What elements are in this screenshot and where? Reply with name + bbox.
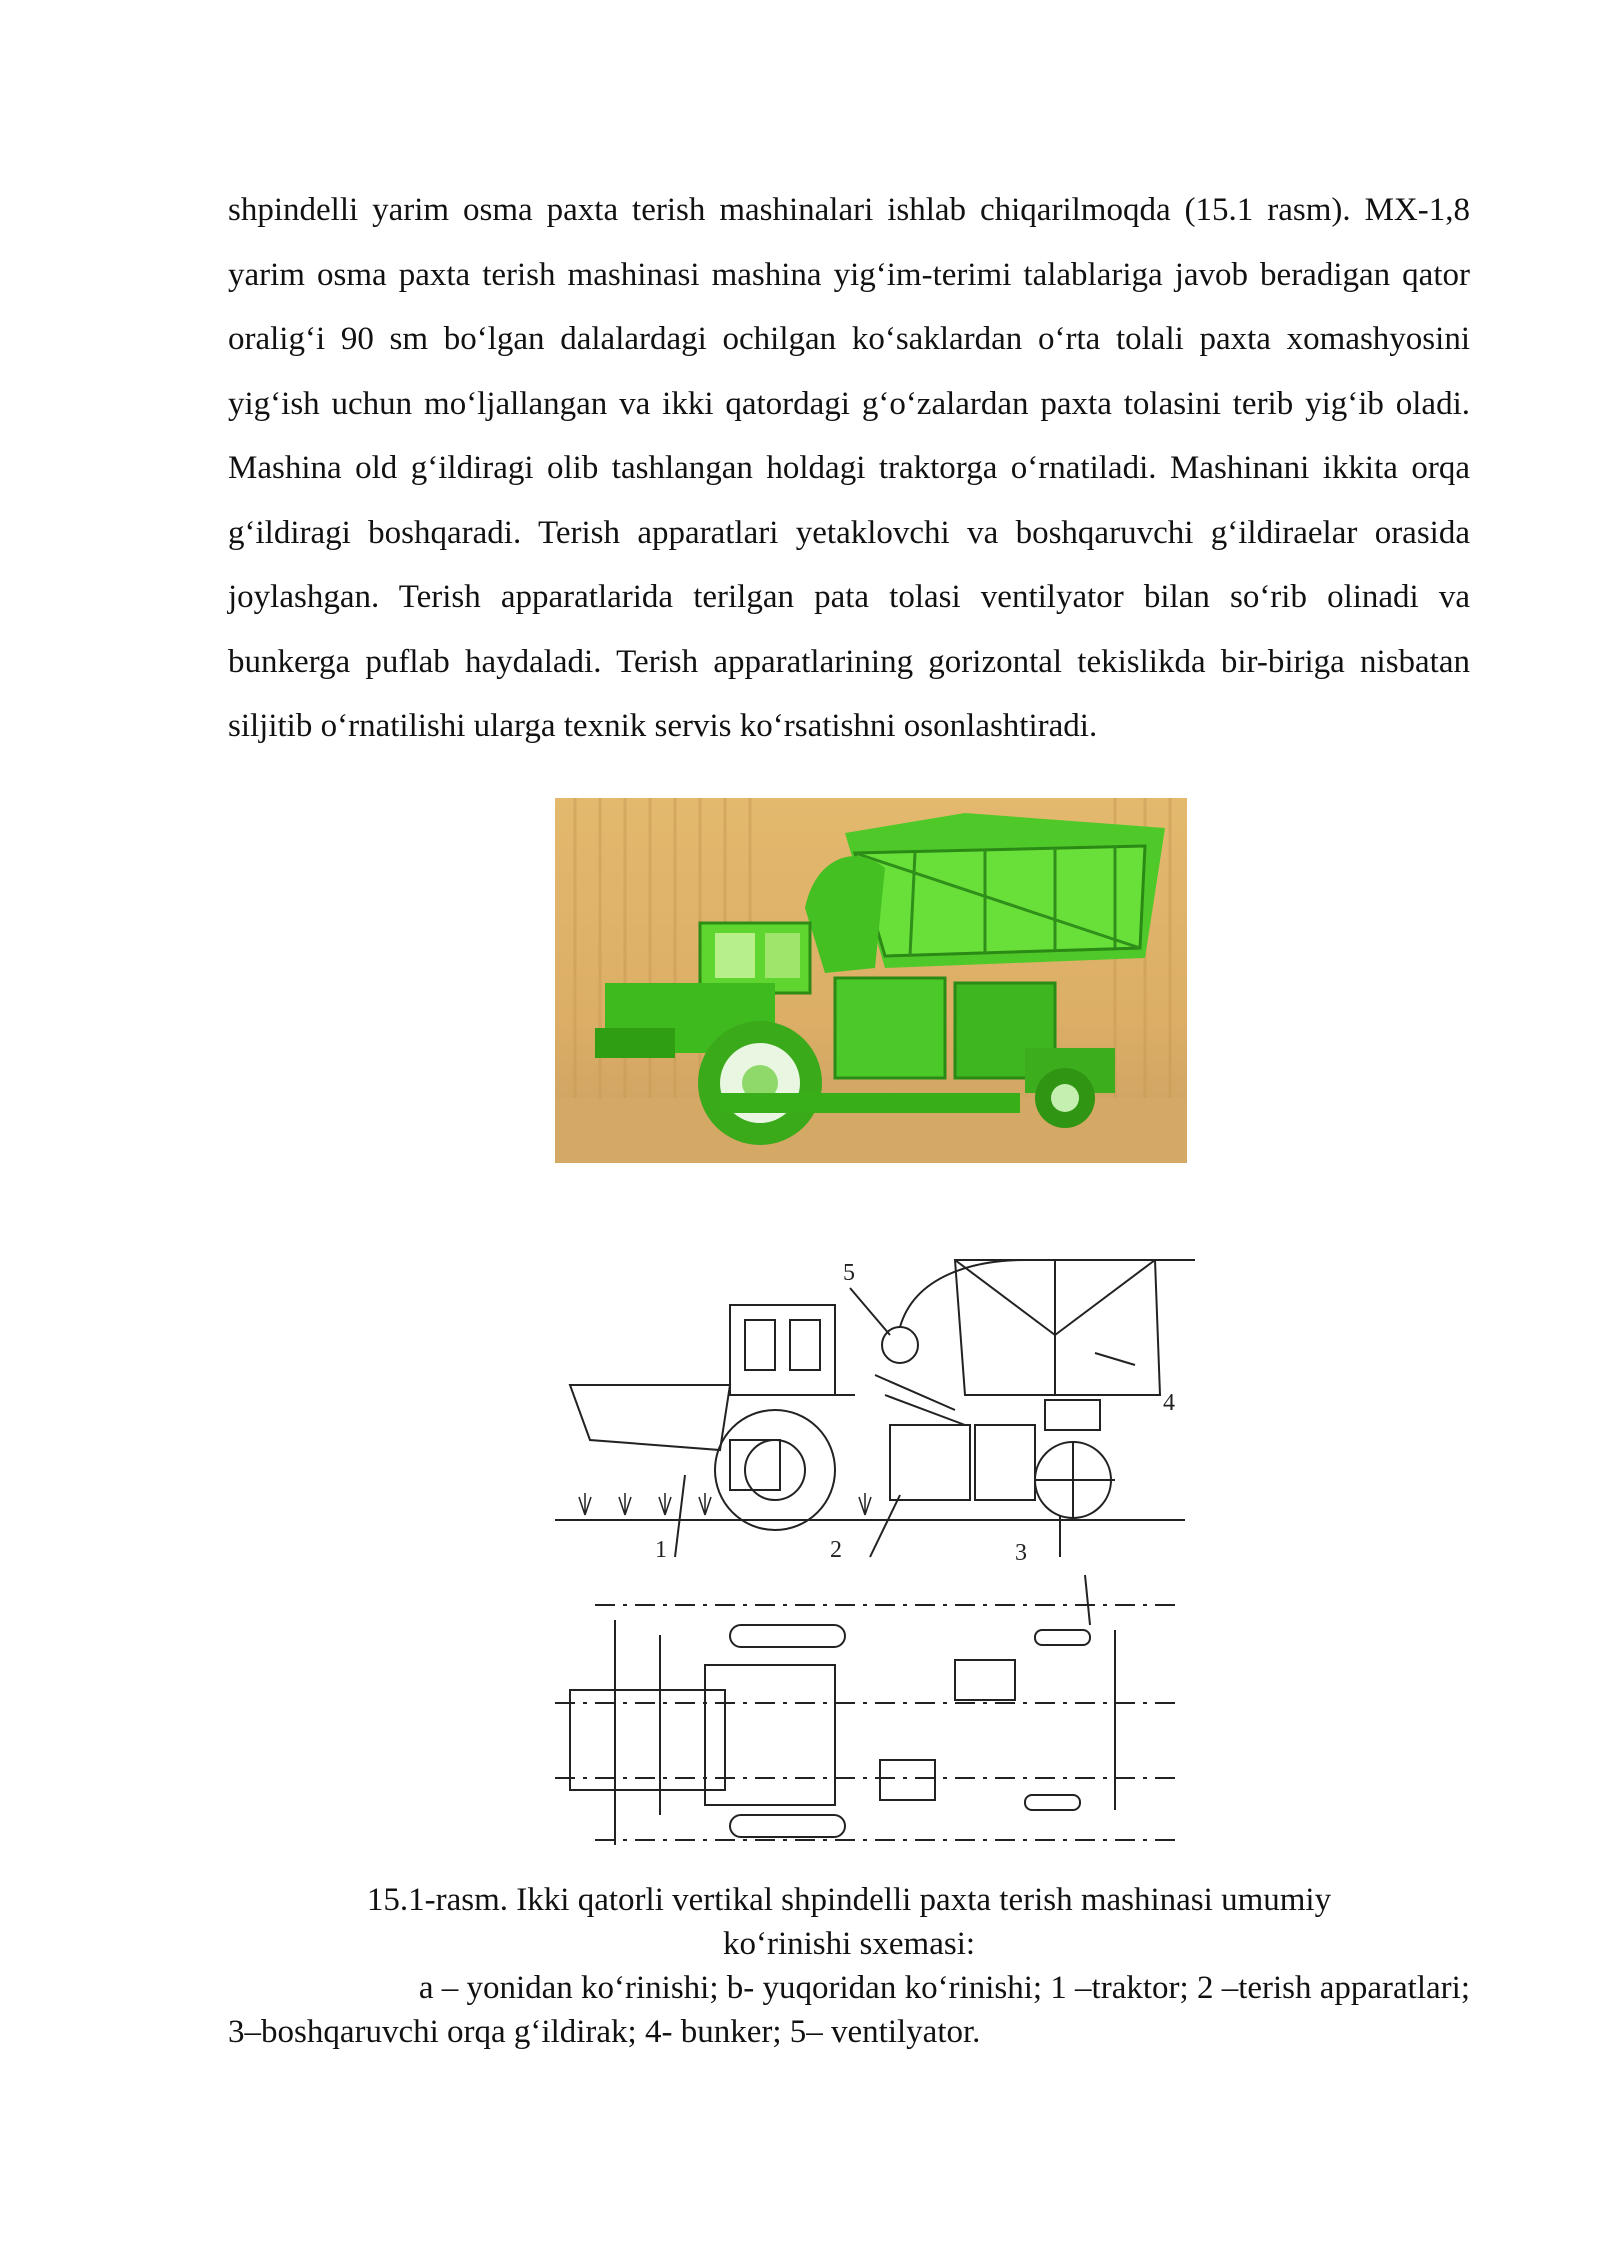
picking-apparatus [890, 1425, 970, 1500]
caption-line-2: ko‘rinishi sxemasi: [722, 1926, 976, 1962]
label-4: 4 [1163, 1390, 1175, 1416]
cotton-picker-photo [555, 798, 1187, 1163]
caption-legend-2: 3–boshqaruvchi orqa g‘ildirak; 4- bunker; 5– ventilyator. [228, 2014, 981, 2050]
tractor-hood [570, 1385, 730, 1450]
label-1: 1 [655, 1537, 667, 1563]
label-5: 5 [843, 1260, 855, 1286]
top-view-tractor [570, 1690, 725, 1790]
label-2: 2 [830, 1537, 842, 1563]
body-paragraph: shpindelli yarim osma paxta terish mashinalari ishlab chiqarilmoqda (15.1 rasm). MX-1,8 yarim osma paxta terish mashinasi mashina yig‘im-terimi talablariga javob beradigan qator oralig‘i 90 sm bo‘lgan dalalardagi ochilgan ko‘saklardan o‘rta tolali paxta xomashyosini yig‘ish uchun mo‘ljallangan va ikki qatordagi g‘o‘zalardan paxta tolasini terib yig‘ib oladi. Mashina old g‘ildiragi olib tashlangan holdagi traktorga o‘rnatiladi. Mashinani ikkita orqa g‘ildiragi boshqaradi. Terish apparatlari yetaklovchi va boshqaruvchi g‘ildiraelar orasida joylashgan. Terish apparatlarida terilgan pata tolasi ventilyator bilan so‘rib olinadi va bunkerga puflab haydaladi. Terish apparatlarining gorizontal tekislikda bir-biriga nisbatan siljitib o‘rnatilishi ularga texnik servis ko‘rsatishni osonlashtiradi. [228, 192, 1470, 744]
caption-line-1: 15.1-rasm. Ikki qatorli vertikal shpindelli paxta terish mashinasi umumiy [366, 1882, 1332, 1918]
figure-caption [228, 1878, 1470, 2054]
caption-legend-1: a – yonidan ko‘rinishi; b- yuqoridan ko‘rinishi; 1 –traktor; 2 –terish apparatlari; [418, 1970, 1470, 2006]
cotton-picker-scheme [555, 1235, 1195, 1865]
tractor-wheel [715, 1410, 835, 1530]
label-3: 3 [1015, 1540, 1027, 1566]
top-view-picking-unit [880, 1760, 935, 1800]
